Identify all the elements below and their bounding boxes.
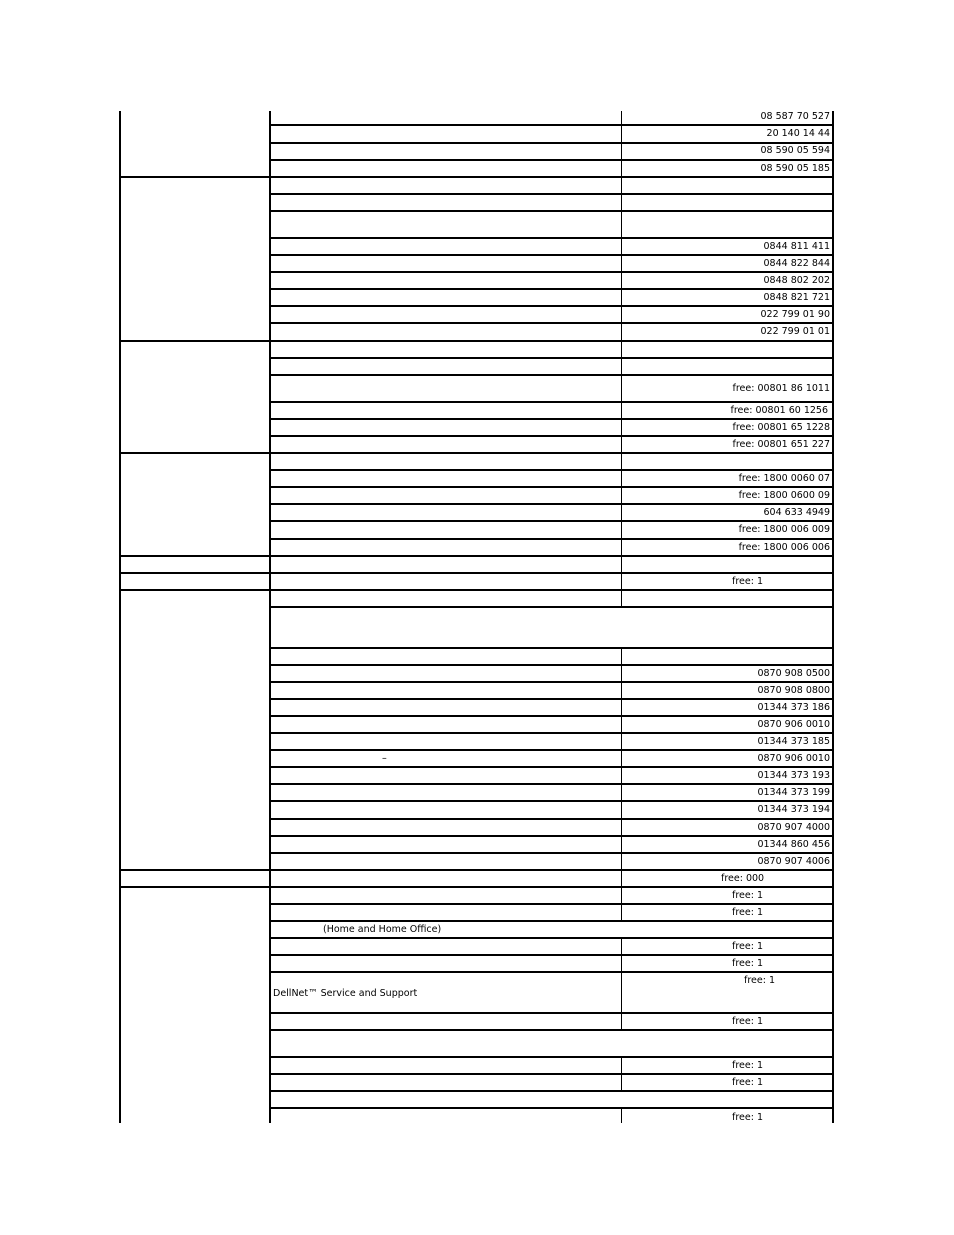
row-line — [269, 520, 834, 522]
phone-number: free: 1800 0060 07 — [738, 473, 830, 484]
phone-number: free: 1 — [732, 907, 763, 918]
table-col3-border — [621, 111, 622, 607]
phone-number: 022 799 01 90 — [760, 309, 830, 320]
row-line — [269, 1090, 834, 1092]
row-line — [269, 749, 834, 751]
phone-number: free: 00801 65 1228 — [732, 422, 830, 433]
row-line — [269, 606, 834, 608]
phone-number: 0848 821 721 — [763, 292, 830, 303]
group-line — [119, 572, 834, 574]
row-line — [269, 664, 834, 666]
phone-number: 08 587 70 527 — [760, 111, 830, 122]
phone-number: free: 1 — [732, 1077, 763, 1088]
service-label-dellnet: DellNet™ Service and Support — [273, 988, 418, 999]
phone-number: free: 1 — [732, 941, 763, 952]
phone-number: 01344 373 194 — [757, 804, 830, 815]
section-label-home-office: (Home and Home Office) — [323, 924, 442, 935]
row-line — [269, 971, 834, 973]
phone-number: free: 00801 86 1011 — [732, 383, 830, 394]
row-line — [269, 401, 834, 403]
phone-number: 0870 906 0010 — [757, 753, 830, 764]
row-line — [269, 1056, 834, 1058]
row-line — [269, 435, 834, 437]
row-line — [269, 142, 834, 144]
row-line — [269, 159, 834, 161]
row-line — [269, 486, 834, 488]
group-line — [119, 176, 834, 178]
row-line — [269, 288, 834, 290]
phone-number: free: 000 — [721, 873, 765, 884]
group-line — [119, 589, 834, 591]
row-line — [269, 1107, 834, 1109]
phone-number: free: 1 — [732, 1060, 763, 1071]
phone-number: 08 590 05 594 — [760, 145, 830, 156]
phone-number: 0844 811 411 — [763, 241, 830, 252]
phone-number: 0870 908 0500 — [757, 668, 830, 679]
group-line — [119, 555, 834, 557]
row-line — [269, 193, 834, 195]
row-line — [269, 818, 834, 820]
row-line — [269, 835, 834, 837]
row-line — [269, 1029, 834, 1031]
phone-number: free: 1800 006 009 — [738, 524, 830, 535]
row-line — [269, 374, 834, 376]
group-line — [119, 869, 834, 871]
phone-number: free: 1 — [732, 1016, 763, 1027]
row-line — [269, 715, 834, 717]
row-line — [269, 503, 834, 505]
phone-number: free: 1 — [744, 975, 775, 986]
row-line — [269, 469, 834, 471]
group-line — [119, 886, 834, 888]
row-line — [269, 954, 834, 956]
phone-number: 0844 822 844 — [763, 258, 830, 269]
row-line — [269, 920, 834, 922]
group-line — [119, 452, 834, 454]
phone-number: 01344 860 456 — [757, 839, 830, 850]
row-line — [269, 647, 834, 649]
dash-mark: – — [382, 753, 387, 764]
phone-number: 20 140 14 44 — [766, 128, 830, 139]
row-line — [269, 210, 834, 212]
phone-number: 0870 908 0800 — [757, 685, 830, 696]
phone-number: 0870 907 4006 — [757, 856, 830, 867]
phone-number: 022 799 01 01 — [760, 326, 830, 337]
table-left-border — [119, 111, 121, 1123]
phone-number: 0870 907 4000 — [757, 822, 830, 833]
phone-number: 0870 906 0010 — [757, 719, 830, 730]
table-col3-border — [621, 648, 622, 922]
row-line — [269, 732, 834, 734]
row-line — [269, 783, 834, 785]
row-line — [269, 237, 834, 239]
row-line — [269, 698, 834, 700]
row-line — [269, 124, 834, 126]
table-col3-border — [621, 938, 622, 1030]
phone-number: free: 1800 0600 09 — [738, 490, 830, 501]
row-line — [269, 681, 834, 683]
phone-number: 604 633 4949 — [763, 507, 830, 518]
row-line — [269, 357, 834, 359]
row-line — [269, 1012, 834, 1014]
row-line — [269, 418, 834, 420]
phone-number: free: 1 — [732, 1112, 763, 1123]
phone-number: 0848 802 202 — [763, 275, 830, 286]
row-line — [269, 538, 834, 540]
row-line — [269, 322, 834, 324]
row-line — [269, 766, 834, 768]
phone-number: 01344 373 199 — [757, 787, 830, 798]
row-line — [269, 903, 834, 905]
phone-number: 01344 373 193 — [757, 770, 830, 781]
phone-number: 01344 373 185 — [757, 736, 830, 747]
row-line — [269, 852, 834, 854]
row-line — [269, 1073, 834, 1075]
table-col3-border — [621, 1108, 622, 1123]
row-line — [269, 254, 834, 256]
phone-number: free: 1800 006 006 — [738, 542, 830, 553]
phone-number: free: 1 — [732, 576, 763, 587]
row-line — [269, 271, 834, 273]
phone-number: 01344 373 186 — [757, 702, 830, 713]
group-line — [119, 340, 834, 342]
row-line — [269, 800, 834, 802]
phone-number: 08 590 05 185 — [760, 163, 830, 174]
row-line — [269, 305, 834, 307]
phone-number: free: 1 — [732, 958, 763, 969]
phone-number: free: 1 — [732, 890, 763, 901]
phone-number: free: 00801 60 1256 — [730, 405, 828, 416]
row-line — [269, 937, 834, 939]
phone-number: free: 00801 651 227 — [732, 439, 830, 450]
